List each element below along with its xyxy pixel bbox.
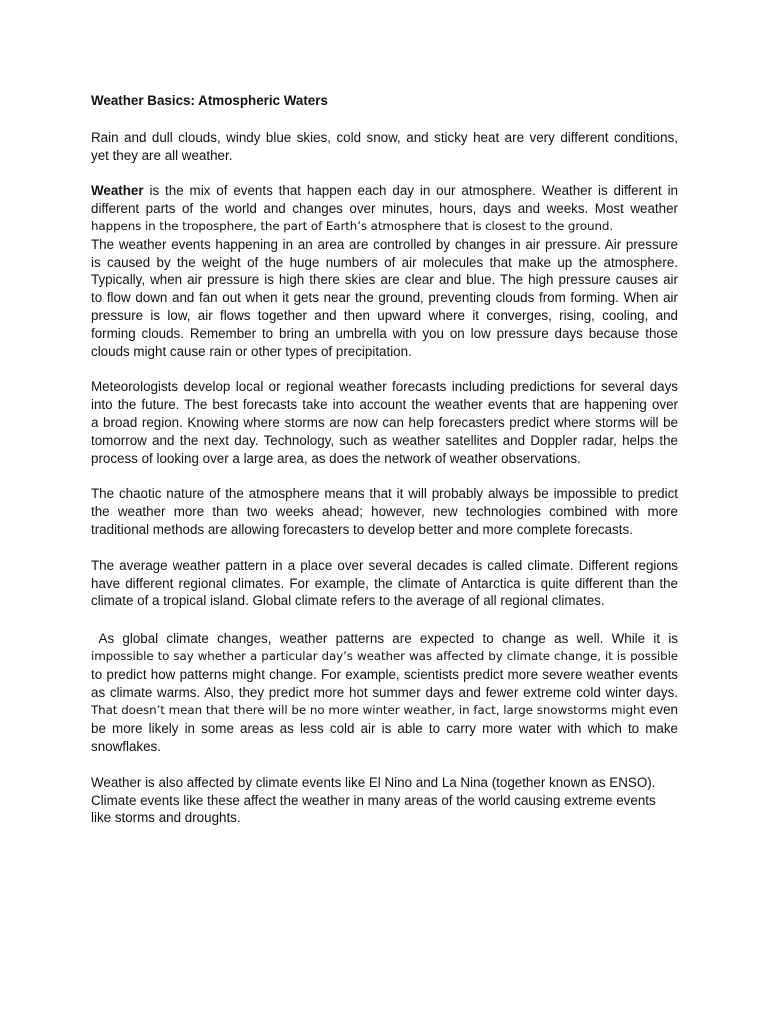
text-line: process of looking over a large area, as does the network of weather observations. bbox=[91, 450, 581, 466]
paragraph-chaotic-nature bbox=[91, 485, 678, 538]
text-line: impossible to say whether a particular day’s weather was affected by climate change, it is possible bbox=[91, 648, 678, 663]
text-line: Weather is also affected by climate events like El Nino and La Nina (together known as ENSO). bbox=[91, 774, 656, 790]
document-page bbox=[91, 92, 678, 845]
text-line: the weather more than two weeks ahead; however, new technologies combined with more bbox=[91, 504, 678, 520]
text-line bbox=[91, 182, 678, 200]
text-line: climate of a tropical island. Global climate refers to the average of all regional climates. bbox=[91, 593, 605, 609]
paragraph-climate bbox=[91, 557, 678, 610]
text-fragment: That doesn’t mean that there will be no more winter weather, in fact, large snowstorms might bbox=[91, 703, 646, 718]
text-line: snowflakes. bbox=[91, 738, 161, 754]
text-line: is caused by the weight of the huge numbers of air molecules that make up the atmosphere. bbox=[91, 254, 678, 270]
text-line: have different regional climates. For example, the climate of Antarctica is quite different than the bbox=[91, 575, 678, 591]
text-line: The weather events happening in an area are controlled by changes in air pressure. Air pressure bbox=[91, 236, 678, 252]
paragraph-forecasts bbox=[91, 378, 678, 467]
text-line: Rain and dull clouds, windy blue skies, cold snow, and sticky heat are very different conditions, bbox=[91, 129, 678, 145]
text-line bbox=[91, 701, 678, 720]
document-title: Weather Basics: Atmospheric Waters bbox=[91, 93, 328, 108]
text-line: pressure is low, air flows together and then upward where it converges, rising, cooling, and bbox=[91, 307, 678, 323]
text-line: traditional methods are allowing forecasters to develop better and more complete forecasts. bbox=[91, 521, 633, 537]
text-line: a broad region. Knowing where storms are now can help forecasters predict where storms will be bbox=[91, 414, 678, 430]
text-line: to predict how patterns might change. For example, scientists predict more severe weather events bbox=[91, 666, 678, 682]
text-line: into the future. The best forecasts take into account the weather events that are happening over bbox=[91, 397, 678, 413]
paragraph-climate-change bbox=[91, 630, 678, 756]
text-line: be more likely in some areas as less cold air is able to carry more water with which to make bbox=[91, 721, 678, 737]
text-line: The average weather pattern in a place over several decades is called climate. Different regions bbox=[91, 557, 678, 573]
text-line: The chaotic nature of the atmosphere means that it will probably always be impossible to predict bbox=[91, 486, 678, 502]
bold-term-weather: Weather bbox=[91, 183, 144, 199]
text-line: clouds might cause rain or other types of precipitation. bbox=[91, 343, 412, 359]
paragraph-enso bbox=[91, 774, 678, 827]
text-line: different parts of the world and changes over minutes, hours, days and weeks. Most weather bbox=[91, 201, 678, 217]
paragraph-weather-definition bbox=[91, 182, 678, 360]
text-line: happens in the troposphere, the part of Earth’s atmosphere that is closest to the ground. bbox=[91, 218, 614, 233]
text-line: tomorrow and the next day. Technology, such as weather satellites and Doppler radar, helps the bbox=[91, 432, 678, 448]
text-line: yet they are all weather. bbox=[91, 147, 233, 163]
text-line: like storms and droughts. bbox=[91, 810, 241, 826]
text-fragment: even bbox=[645, 702, 678, 718]
text-fragment: is the mix of events that happen each day in our atmosphere. Weather is different in bbox=[143, 183, 678, 199]
text-line: Typically, when air pressure is high there skies are clear and blue. The high pressure causes air bbox=[91, 272, 678, 288]
text-line: Climate events like these affect the weather in many areas of the world causing extreme events bbox=[91, 792, 656, 808]
text-line: Meteorologists develop local or regional weather forecasts including predictions for several days bbox=[91, 379, 678, 395]
paragraph-intro bbox=[91, 129, 678, 165]
text-line: as climate warms. Also, they predict more hot summer days and fewer extreme cold winter days. bbox=[91, 684, 678, 700]
text-line: As global climate changes, weather patterns are expected to change as well. While it is bbox=[91, 631, 678, 647]
text-line: to flow down and fan out when it gets near the ground, preventing clouds from forming. When air bbox=[91, 290, 678, 306]
text-line: forming clouds. Remember to bring an umbrella with you on low pressure days because those bbox=[91, 325, 678, 341]
